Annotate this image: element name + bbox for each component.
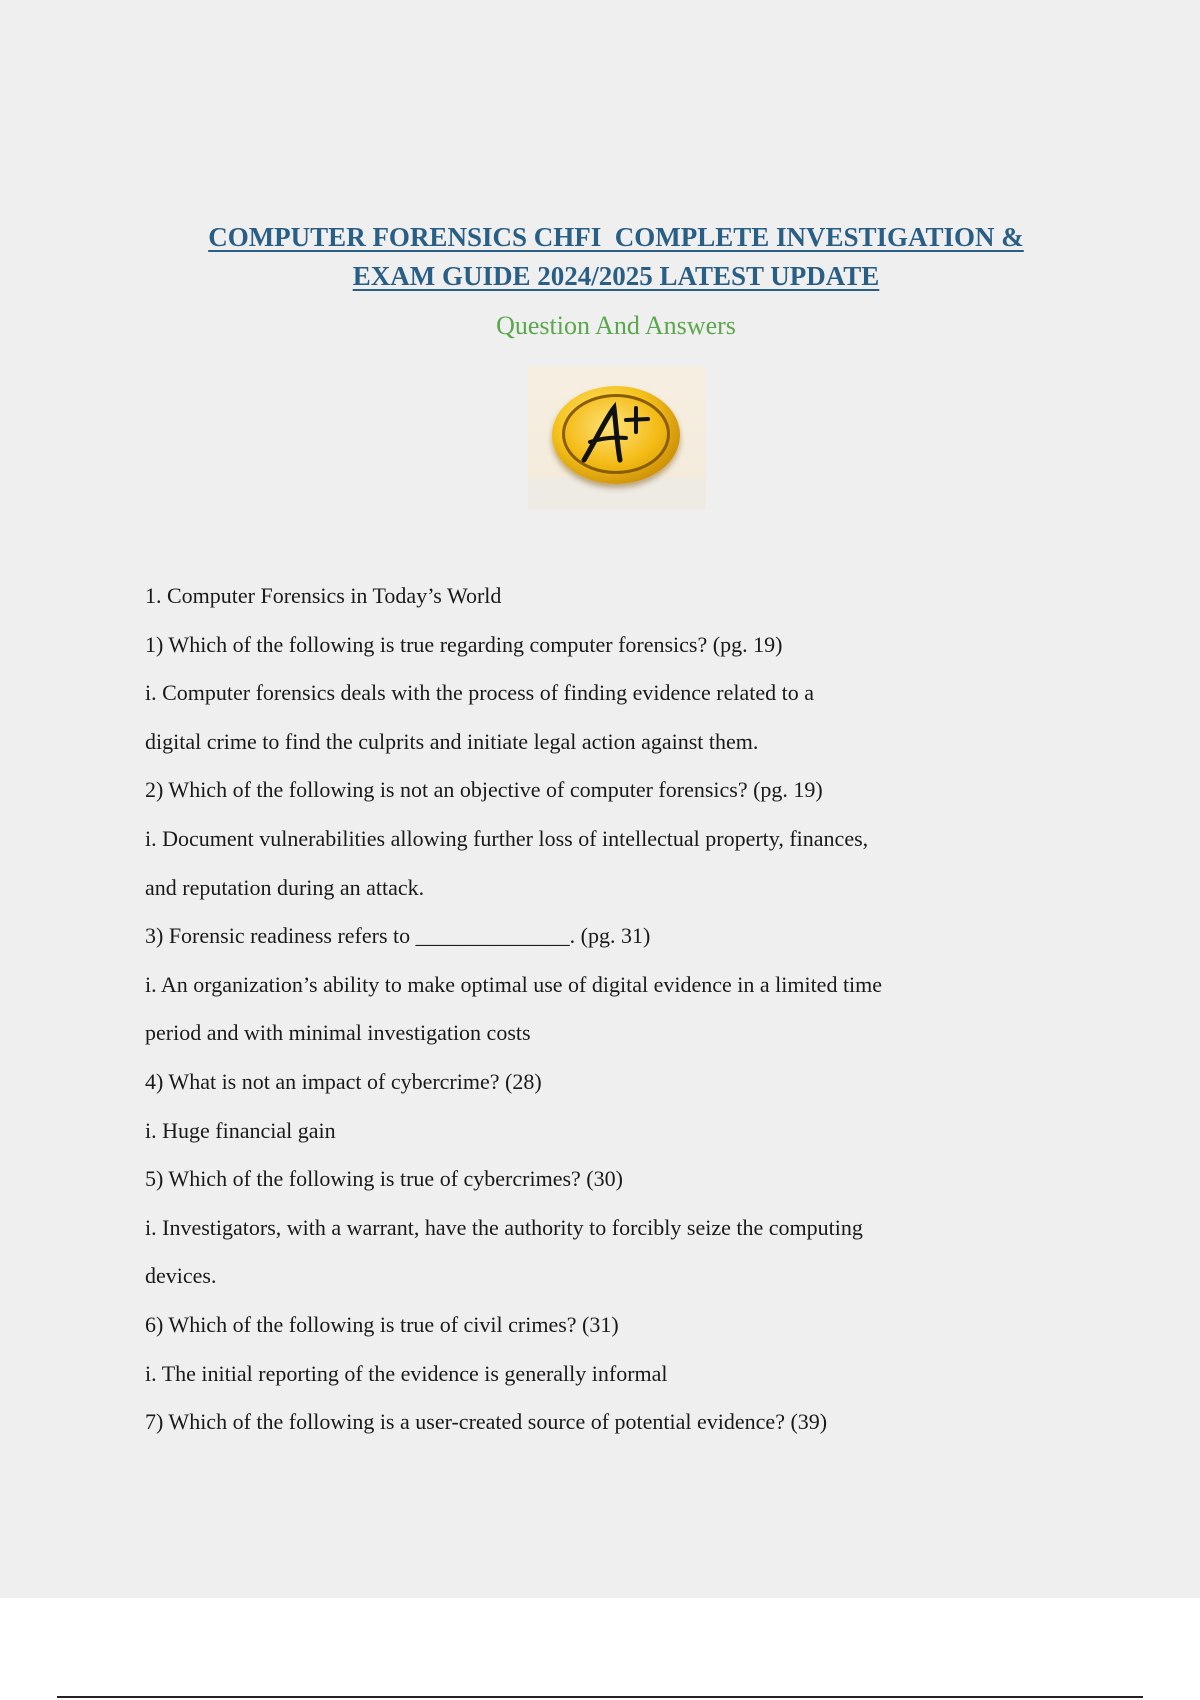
- title-line-2: EXAM GUIDE 2024/2025 LATEST UPDATE: [352, 261, 880, 291]
- question-5: 5) Which of the following is true of cybercrimes? (30): [145, 1166, 623, 1192]
- question-4: 4) What is not an impact of cybercrime? (28): [145, 1068, 542, 1094]
- question-7: 7) Which of the following is a user-created source of potential evidence? (39): [145, 1409, 828, 1435]
- question-3: 3) Forensic readiness refers to ______________. (pg. 31): [145, 923, 651, 949]
- document-title: [0, 218, 1200, 296]
- answer-6: i. The initial reporting of the evidence is generally informal: [145, 1360, 668, 1386]
- question-2: 2) Which of the following is not an objective of computer forensics? (pg. 19): [145, 777, 823, 803]
- answer-1-line-1: i. Computer forensics deals with the process of finding evidence related to a: [145, 680, 814, 706]
- answer-2-line-2: and reputation during an attack.: [145, 874, 425, 900]
- a-plus-badge-image: [528, 366, 706, 510]
- answer-5-line-2: devices.: [145, 1263, 217, 1289]
- section-heading: 1. Computer Forensics in Today’s World: [145, 583, 502, 608]
- answer-3-line-2: period and with minimal investigation costs: [145, 1020, 531, 1046]
- document-subtitle: Question And Answers: [496, 311, 736, 340]
- answer-3-line-1: i. An organization’s ability to make optimal use of digital evidence in a limited time: [145, 971, 883, 997]
- answer-1-line-2: digital crime to find the culprits and initiate legal action against them.: [145, 728, 759, 754]
- gold-coin-icon: [552, 386, 680, 484]
- question-6: 6) Which of the following is true of civil crimes? (31): [145, 1311, 619, 1337]
- question-1: 1) Which of the following is true regarding computer forensics? (pg. 19): [145, 631, 783, 657]
- answer-4: i. Huge financial gain: [145, 1117, 336, 1143]
- a-plus-logo: [574, 400, 660, 470]
- title-line-1: COMPUTER FORENSICS CHFI COMPLETE INVESTIGATION &: [208, 222, 1024, 252]
- footer-divider: [57, 1696, 1143, 1698]
- answer-2-line-1: i. Document vulnerabilities allowing further loss of intellectual property, finances,: [145, 825, 869, 851]
- document-body: [145, 572, 1045, 1447]
- answer-5-line-1: i. Investigators, with a warrant, have the authority to forcibly seize the computing: [145, 1214, 863, 1240]
